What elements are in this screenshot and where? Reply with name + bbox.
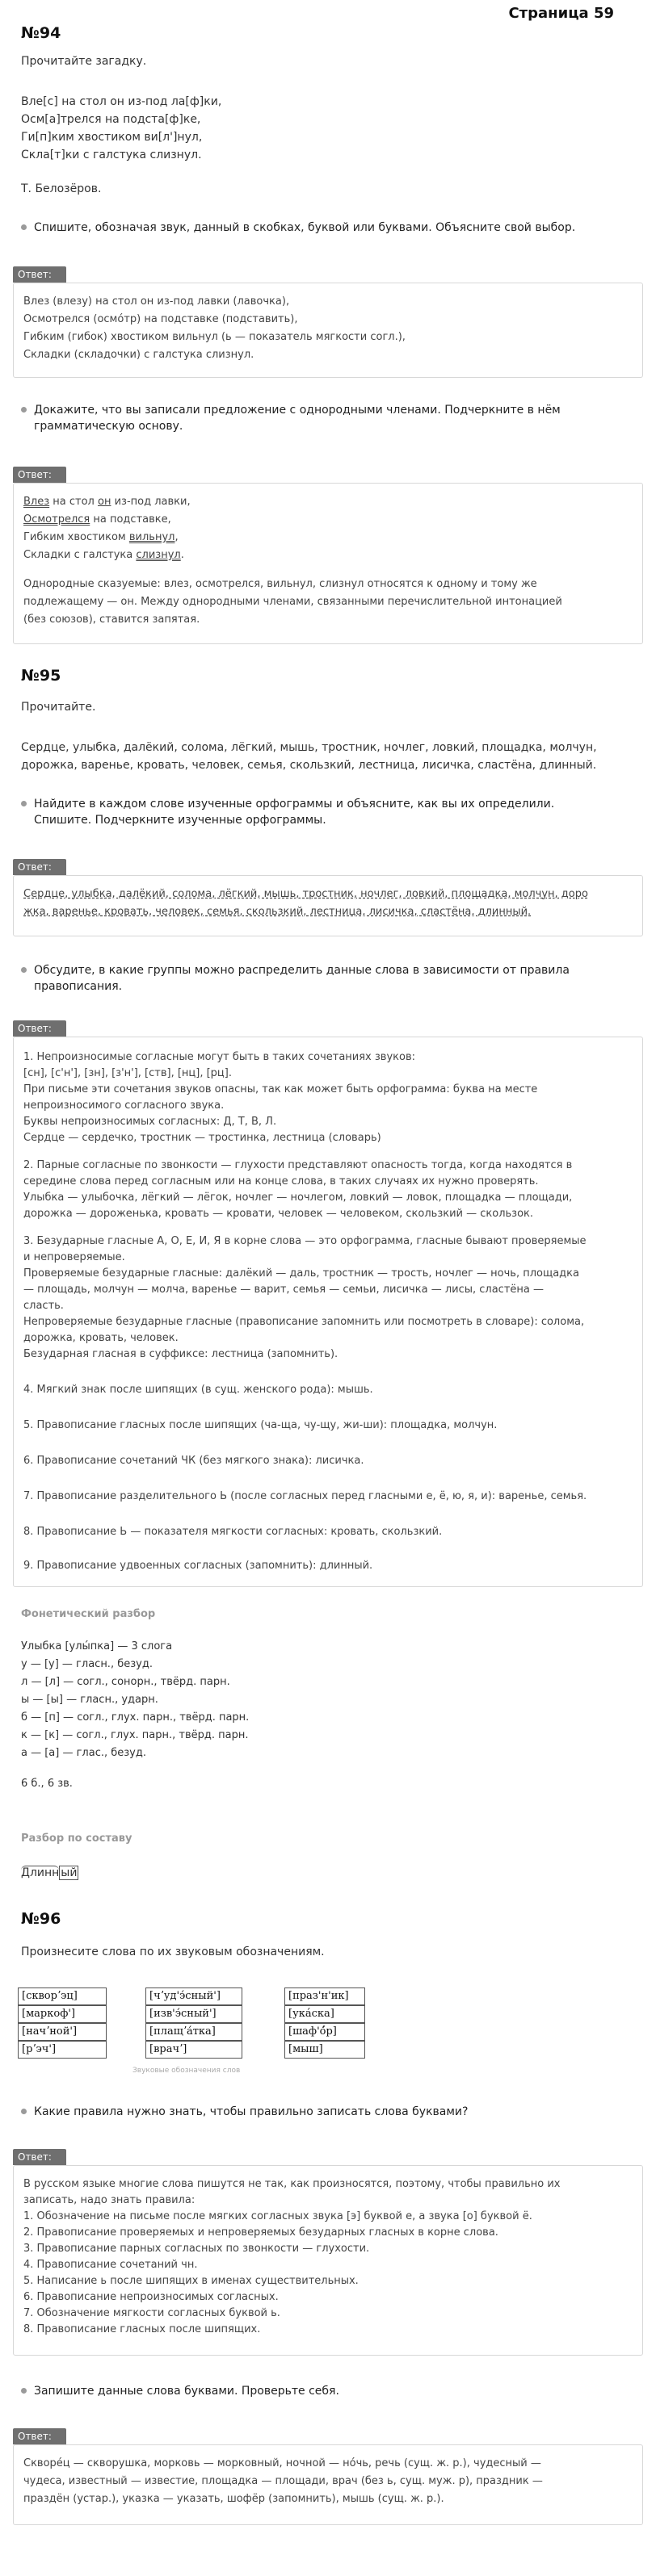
- answer-line: жка, варенье, кровать, человек, семья, скользкий, лестница, лисичка, сластёна, длинный.: [23, 906, 532, 918]
- answer-label: Ответ:: [13, 467, 66, 483]
- ex94-riddle-line: Ги[п]ким хвостиком ви[л']нул,: [21, 131, 203, 144]
- answer-line: праздён (устар.), указка — указать, шофёр (запомнить), мышь (сущ. ж. р.).: [23, 2493, 444, 2505]
- answer-line: — площадь, молчун — молча, варенье — варит, семья — семьи, лисичка — лисы, сластёна —: [23, 1284, 544, 1296]
- answer-line: записать, надо знать правила:: [23, 2194, 196, 2206]
- ex95-answer-1: [13, 875, 643, 936]
- ex96-task-2: Запишите данные слова буквами. Проверьте себя.: [21, 2383, 632, 2399]
- answer-line: 3. Правописание парных согласных по звонкости — глухости.: [23, 2243, 370, 2255]
- sound-cell: [начʼной']: [18, 2023, 107, 2041]
- phonetic-line: ы — [ы] — гласн., ударн.: [21, 1694, 158, 1706]
- page-number: Страница 59: [508, 5, 614, 22]
- answer-line: Влез на стол он из-под лавки,: [23, 496, 191, 508]
- answer-line: 5. Правописание гласных после шипящих (ча-ща, чу-щу, жи-ши): площадка, молчун.: [23, 1419, 498, 1431]
- answer-line: непроизносимого согласного звука.: [23, 1100, 225, 1112]
- answer-label: Ответ:: [13, 1020, 66, 1037]
- answer-line: 4. Правописание сочетаний чн.: [23, 2259, 198, 2271]
- ex94-task-2: Докажите, что вы записали предложение с однородными членами. Подчеркните в нём грамматическую основу.: [21, 402, 632, 434]
- answer-line: Однородные сказуемые: влез, осмотрелся, вильнул, слизнул относятся к одному и тому же: [23, 578, 537, 590]
- answer-line: 4. Мягкий знак после шипящих (в сущ. женского рода): мышь.: [23, 1384, 373, 1396]
- phonetic-line: у — [у] — гласн., безуд.: [21, 1658, 153, 1670]
- answer-line: Скворе́ц — скворушка, морковь — морковный, ночной — но́чь, речь (сущ. ж. р.), чудесный —: [23, 2457, 541, 2469]
- answer-label: Ответ:: [13, 859, 66, 875]
- ex96-answer-1: [13, 2165, 643, 2356]
- answer-line: 7. Правописание разделительного Ь (после согласных перед гласными е, ё, ю, я, и): варенье, семья.: [23, 1490, 587, 1502]
- ex95-intro: Прочитайте.: [21, 701, 96, 714]
- ex95-words-line: дорожка, варенье, кровать, человек, семья, скользкий, лестница, лисичка, сластёна, длинный.: [21, 759, 597, 772]
- answer-line: [сн], [с'н'], [зн], [з'н'], [ств], [нц], [рц].: [23, 1067, 232, 1079]
- ex94-intro: Прочитайте загадку.: [21, 55, 147, 68]
- sound-cell: [плащʼа́тка]: [145, 2023, 242, 2041]
- ex96-answer-2: [13, 2444, 643, 2525]
- ex94-author: Т. Белозёров.: [21, 182, 102, 195]
- ex95-answer-2: [13, 1037, 643, 1587]
- answer-line: (без союзов), ставится запятая.: [23, 614, 200, 626]
- answer-line: Сердце, улыбка, далёкий, солома, лёгкий, мышь, тростник, ночлег, ловкий, площадка, молчун, доро: [23, 888, 588, 900]
- ex94-task-1: Спишите, обозначая звук, данный в скобках, буквой или буквами. Объясните свой выбор.: [21, 220, 632, 236]
- answer-line: В русском языке многие слова пишутся не так, как произносятся, поэтому, чтобы правильно их: [23, 2178, 561, 2190]
- answer-line: 8. Правописание Ь — показателя мягкости согласных: кровать, скользкий.: [23, 1526, 443, 1538]
- answer-line: Гибким хвостиком вильнул,: [23, 531, 179, 543]
- sound-cell: [укáска]: [284, 2005, 365, 2023]
- predicate: слизнул: [136, 549, 181, 561]
- answer-line: 9. Правописание удвоенных согласных (запомнить): длинный.: [23, 1560, 373, 1572]
- answer-line: середине слова перед согласным или на конце слова, в таких случаях их нужно проверять.: [23, 1175, 539, 1187]
- answer-line: Проверяемые безударные гласные: далёкий — даль, тростник — трость, ночлег — ночь, площадка: [23, 1267, 579, 1280]
- sound-cell: [маркоф']: [18, 2005, 107, 2023]
- table-caption: Звуковые обозначения слов: [132, 2067, 241, 2075]
- bullet-icon: [21, 2109, 27, 2114]
- phonetic-analysis-title: Фонетический разбор: [21, 1608, 156, 1620]
- ex96-task-1: Какие правила нужно знать, чтобы правильно записать слова буквами?: [21, 2104, 632, 2120]
- bullet-icon: [21, 801, 27, 806]
- answer-line: чудеса, известный — известие, площадка — площади, врач (без ь, сущ. муж. р), праздник —: [23, 2475, 543, 2487]
- answer-line: При письме эти сочетания звуков опасны, так как может быть орфограмма: буква на месте: [23, 1083, 538, 1095]
- phonetic-line: б — [п] — согл., глух. парн., твёрд. парн.: [21, 1711, 250, 1724]
- answer-line: 8. Правописание гласных после шипящих.: [23, 2323, 261, 2335]
- predicate: Влез: [23, 496, 50, 508]
- sound-cell: [рʼэч']: [18, 2041, 107, 2059]
- subject: он: [98, 496, 111, 508]
- answer-line: 2. Правописание проверяемых и непроверяемых безударных гласных в корне слова.: [23, 2226, 498, 2239]
- sound-cell: [праз'н'ик]: [284, 1987, 365, 2005]
- ex95-task-1: Найдите в каждом слове изученные орфограммы и объясните, как вы их определили. Спишите. Подчеркните изученные орфограммы.: [21, 796, 632, 828]
- answer-line: 1. Обозначение на письме после мягких согласных звука [э] буквой е, а звука [о] буквой ё.: [23, 2210, 532, 2222]
- answer-line: 2. Парные согласные по звонкости — глухости представляют опасность тогда, когда находятся в: [23, 1159, 573, 1171]
- answer-line: Сердце — сердечко, тростник — тростинка, лестница (словарь): [23, 1132, 381, 1144]
- answer-line: дорожка, кровать, человек.: [23, 1332, 179, 1344]
- ex95-words-line: Сердце, улыбка, далёкий, солома, лёгкий, мышь, тростник, ночлег, ловкий, площадка, молчун,: [21, 741, 597, 754]
- sound-cell: [шаф'ó́р]: [284, 2023, 365, 2041]
- sound-cell: [чʼуд'э́сный']: [145, 1987, 242, 2005]
- answer-line: 6. Правописание сочетаний ЧК (без мягкого знака): лисичка.: [23, 1455, 364, 1467]
- answer-line: Осмотрелся (осмо́тр) на подставке (подставить),: [23, 313, 298, 325]
- answer-line: сласть.: [23, 1300, 64, 1312]
- ex95-task-2: Обсудите, в какие группы можно распределить данные слова в зависимости от правила правописания.: [21, 962, 632, 995]
- exercise-96-title: №96: [21, 1910, 61, 1928]
- answer-line: 5. Написание ь после шипящих в именах существительных.: [23, 2275, 359, 2287]
- answer-line: Осмотрелся на подставке,: [23, 513, 171, 526]
- ex94-answer-2: [13, 483, 643, 644]
- answer-line: дорожка — дороженька, кровать — кровати, человек — человеком, скользкий — скользок.: [23, 1208, 534, 1220]
- answer-line: Буквы непроизносимых согласных: Д, Т, В, Л.: [23, 1116, 277, 1128]
- answer-line: 3. Безударные гласные А, О, Е, И, Я в корне слова — это орфограмма, гласные бывают проверяемые: [23, 1235, 587, 1247]
- bullet-icon: [21, 2388, 27, 2394]
- exercise-94-title: №94: [21, 24, 61, 42]
- answer-line: 7. Обозначение мягкости согласных буквой ь.: [23, 2307, 280, 2319]
- morphemic-analysis-title: Разбор по составу: [21, 1833, 132, 1845]
- ex96-intro: Произнесите слова по их звуковым обозначениям.: [21, 1946, 325, 1958]
- answer-label: Ответ:: [13, 2149, 66, 2165]
- morphemic-word: [21, 1865, 78, 1881]
- answer-line: Безударная гласная в суффиксе: лестница (запомнить).: [23, 1348, 339, 1360]
- answer-label: Ответ:: [13, 2428, 66, 2444]
- answer-line: Складки (складочки) с галстука слизнул.: [23, 349, 254, 361]
- answer-line: 6. Правописание непроизносимых согласных.: [23, 2291, 279, 2303]
- answer-line: и непроверяемые.: [23, 1251, 125, 1263]
- predicate: Осмотрелся: [23, 513, 90, 526]
- phonetic-line: л — [л] — согл., сонорн., твёрд. парн.: [21, 1676, 230, 1688]
- answer-line: Непроверяемые безударные гласные (правописание запомнить или посмотреть в словаре): солома,: [23, 1316, 585, 1328]
- phonetic-line: Улыбка [улы́пка] — 3 слога: [21, 1640, 173, 1652]
- sound-cell: [скворʼэц]: [18, 1987, 107, 2005]
- answer-label: Ответ:: [13, 266, 66, 283]
- exercise-95-title: №95: [21, 667, 61, 685]
- sound-cell: [мыш]: [284, 2041, 365, 2059]
- answer-line: Складки с галстука слизнул.: [23, 549, 184, 561]
- word-root: Длинн: [21, 1866, 60, 1879]
- word-ending: ый: [61, 1866, 78, 1879]
- sound-cell: [изв'э́сный']: [145, 2005, 242, 2023]
- sound-cell: [врачʼ]: [145, 2041, 242, 2059]
- answer-line: 1. Непроизносимые согласные могут быть в таких сочетаниях звуков:: [23, 1051, 415, 1063]
- phonetic-line: а — [а] — глас., безуд.: [21, 1747, 146, 1759]
- predicate: вильнул: [128, 531, 175, 543]
- phonetic-line: 6 б., 6 зв.: [21, 1778, 73, 1790]
- bullet-icon: [21, 967, 27, 973]
- answer-line: Гибким (гибок) хвостиком вильнул (ь — показатель мягкости согл.),: [23, 331, 406, 343]
- answer-line: Влез (влезу) на стол он из-под лавки (лавочка),: [23, 295, 290, 308]
- bullet-icon: [21, 224, 27, 230]
- ex94-answer-1: [13, 283, 643, 378]
- answer-line: подлежащему — он. Между однородными членами, связанными перечислительной интонацией: [23, 596, 562, 608]
- answer-line: Улыбка — улыбочка, лёгкий — лёгок, ночлег — ночлегом, ловкий — ловок, площадка — площади,: [23, 1192, 573, 1204]
- ex94-riddle-line: Скла[т]ки с галстука слизнул.: [21, 149, 202, 161]
- phonetic-line: к — [к] — согл., глух. парн., твёрд. парн.: [21, 1729, 249, 1741]
- bullet-icon: [21, 407, 27, 413]
- ex94-riddle-line: Осм[а]трелся на подста[ф]ке,: [21, 113, 201, 126]
- ex94-riddle-line: Вле[с] на стол он из-под ла[ф]ки,: [21, 95, 222, 108]
